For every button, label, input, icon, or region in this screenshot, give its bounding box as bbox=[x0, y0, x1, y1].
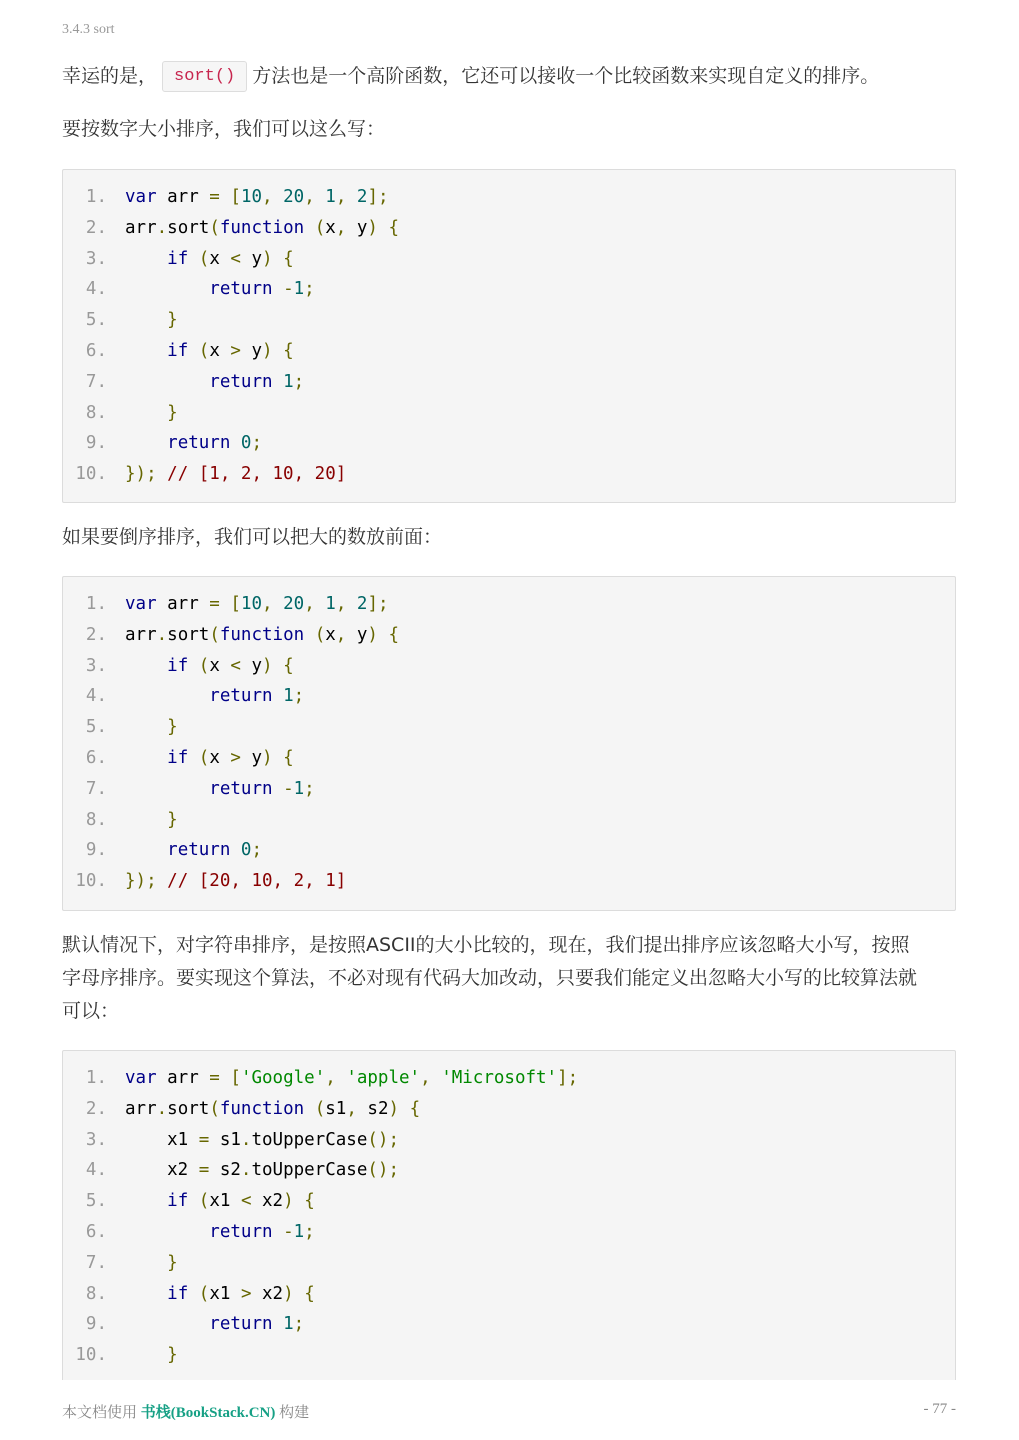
code-token: > bbox=[230, 341, 241, 361]
line-number: 3. bbox=[85, 248, 107, 269]
code-token: s2 bbox=[209, 1160, 241, 1181]
code-text bbox=[125, 620, 399, 651]
code-token bbox=[188, 656, 199, 676]
code-token bbox=[273, 1314, 284, 1334]
code-token: { bbox=[283, 248, 294, 269]
code-token bbox=[294, 1284, 305, 1304]
descending-sort-paragraph: 如果要倒序排序，我们可以把大的数放前面： bbox=[62, 526, 443, 548]
code-token: arr bbox=[125, 1098, 157, 1119]
code-token: , bbox=[346, 1098, 357, 1119]
code-token: { bbox=[283, 748, 294, 768]
code-token: } bbox=[167, 809, 178, 830]
code-token: ; bbox=[251, 840, 263, 861]
code-token: 20 bbox=[283, 187, 305, 207]
code-token: ) bbox=[283, 1191, 294, 1212]
code-token: ]; bbox=[367, 187, 389, 207]
code-token: arr bbox=[125, 217, 157, 238]
code-token bbox=[273, 341, 284, 361]
line-number: 2. bbox=[85, 217, 107, 238]
code-token: 0 bbox=[240, 840, 252, 861]
code-token: ( bbox=[314, 217, 326, 238]
code-token: ( bbox=[314, 1098, 326, 1119]
code-token: 1 bbox=[293, 1222, 305, 1242]
code-token: ; bbox=[304, 778, 315, 799]
code-token bbox=[125, 433, 167, 453]
code-token: { bbox=[409, 1098, 421, 1119]
code-text bbox=[125, 774, 315, 805]
code-token bbox=[273, 748, 284, 768]
paragraph-line: 可以： bbox=[62, 1000, 120, 1022]
code-token: , bbox=[335, 594, 347, 614]
code-token: ; bbox=[251, 433, 263, 454]
code-token bbox=[188, 1191, 199, 1211]
code-token: x bbox=[209, 248, 231, 269]
code-text bbox=[125, 244, 294, 275]
code-token: , bbox=[304, 594, 315, 614]
line-number: 5. bbox=[85, 1191, 107, 1212]
code-token: ) bbox=[262, 655, 273, 676]
code-token bbox=[220, 187, 231, 207]
page-number: - 77 - bbox=[923, 1401, 956, 1417]
code-token: > bbox=[240, 1283, 252, 1304]
code-token bbox=[431, 1068, 442, 1088]
line-number: 4. bbox=[85, 686, 107, 707]
code-token: if bbox=[167, 655, 189, 676]
code-token: return bbox=[209, 686, 273, 707]
code-token bbox=[220, 1068, 231, 1088]
code-token bbox=[125, 748, 167, 768]
code-token: , bbox=[335, 624, 347, 645]
code-token: 2 bbox=[356, 187, 368, 207]
line-number: 6. bbox=[85, 1222, 107, 1242]
code-token: arr bbox=[125, 624, 157, 645]
code-token: (); bbox=[367, 1129, 399, 1150]
code-text bbox=[125, 651, 294, 682]
code-token bbox=[157, 871, 168, 891]
code-token: { bbox=[304, 1283, 315, 1304]
code-token: > bbox=[230, 748, 241, 768]
code-token bbox=[125, 840, 167, 860]
code-token: ]; bbox=[557, 1068, 579, 1088]
code-token bbox=[315, 594, 326, 614]
code-token: return bbox=[209, 778, 273, 799]
line-number: 8. bbox=[85, 809, 107, 830]
inline-code-sort: sort() bbox=[162, 61, 247, 92]
code-token: if bbox=[167, 1283, 189, 1304]
code-text bbox=[125, 681, 304, 712]
code-token bbox=[336, 1068, 347, 1088]
footer-credit bbox=[62, 1401, 309, 1422]
paragraph-line: 默认情况下，对字符串排序，是按照ASCII的大小比较的，现在，我们提出排序应该忽略大小写，按照 bbox=[62, 934, 910, 956]
code-token: } bbox=[167, 310, 178, 331]
case-insensitive-paragraph bbox=[62, 929, 954, 1028]
code-token: sort bbox=[167, 1098, 210, 1119]
line-number: 9. bbox=[85, 1314, 107, 1335]
code-token: ; bbox=[304, 279, 315, 300]
code-token: } bbox=[167, 717, 178, 738]
line-number: 8. bbox=[85, 402, 107, 423]
code-token bbox=[125, 1222, 209, 1242]
code-token: function bbox=[219, 1098, 305, 1119]
code-text bbox=[125, 182, 389, 213]
code-token: { bbox=[388, 624, 400, 645]
code-token bbox=[157, 464, 168, 484]
code-token: , bbox=[304, 187, 315, 207]
line-number: 5. bbox=[85, 717, 107, 738]
code-token: x bbox=[209, 748, 231, 768]
code-token: ( bbox=[198, 248, 210, 269]
code-token: s1 bbox=[209, 1129, 241, 1150]
code-token: ( bbox=[198, 1283, 210, 1304]
code-token: sort bbox=[167, 624, 210, 645]
code-token: y bbox=[346, 217, 368, 238]
code-block-descending bbox=[62, 576, 956, 911]
code-token: } bbox=[167, 1345, 178, 1366]
line-number: 6. bbox=[85, 748, 107, 768]
code-token: ; bbox=[293, 686, 305, 707]
code-token bbox=[230, 840, 241, 860]
code-token bbox=[125, 686, 209, 706]
code-token: < bbox=[230, 248, 241, 269]
code-block-case-insensitive bbox=[62, 1050, 956, 1380]
code-token bbox=[273, 656, 284, 676]
code-token: 1 bbox=[293, 279, 305, 300]
code-token: . bbox=[156, 624, 168, 645]
code-text bbox=[125, 1094, 420, 1125]
code-text bbox=[125, 743, 294, 774]
code-token: ]; bbox=[367, 594, 389, 614]
code-token bbox=[188, 1284, 199, 1304]
code-token: ( bbox=[314, 624, 326, 645]
code-token: if bbox=[167, 1191, 189, 1212]
code-token: 1 bbox=[283, 371, 294, 392]
code-token: . bbox=[240, 1129, 252, 1150]
line-number: 9. bbox=[85, 433, 107, 454]
code-token bbox=[273, 594, 284, 614]
code-token bbox=[188, 341, 199, 361]
code-token: , bbox=[335, 217, 347, 238]
code-token: ; bbox=[293, 371, 305, 392]
code-token: ) bbox=[367, 217, 378, 238]
code-text bbox=[125, 1063, 578, 1094]
code-token bbox=[230, 433, 241, 453]
line-number: 7. bbox=[85, 371, 107, 392]
code-token: return bbox=[209, 1222, 273, 1242]
code-text bbox=[125, 1186, 315, 1217]
code-text bbox=[125, 305, 178, 336]
code-token: { bbox=[283, 341, 294, 361]
code-token: < bbox=[230, 655, 241, 676]
line-number: 2. bbox=[85, 1098, 107, 1119]
code-token: { bbox=[304, 1191, 315, 1212]
code-token: // [20, 10, 2, 1] bbox=[167, 871, 347, 892]
paragraph-line: 字母序排序。要实现这个算法，不必对现有代码大加改动，只要我们能定义出忽略大小写的比较算法就 bbox=[62, 967, 918, 989]
code-token: sort bbox=[167, 217, 210, 238]
code-token: arr bbox=[156, 1068, 210, 1088]
code-token: x1 bbox=[209, 1191, 241, 1212]
line-number: 3. bbox=[85, 1129, 107, 1150]
code-token: ( bbox=[209, 217, 220, 238]
code-token bbox=[125, 310, 167, 330]
code-text bbox=[125, 1248, 178, 1279]
code-token: - bbox=[283, 778, 294, 799]
code-text bbox=[125, 1340, 178, 1371]
line-number: 10. bbox=[75, 1345, 107, 1366]
code-token: , bbox=[420, 1068, 431, 1088]
code-token bbox=[294, 1191, 305, 1211]
code-token: x bbox=[325, 217, 336, 238]
code-token bbox=[125, 372, 209, 392]
code-token: - bbox=[283, 1222, 294, 1242]
code-token: 'apple' bbox=[346, 1068, 421, 1088]
code-token: ) bbox=[388, 1098, 400, 1119]
code-token bbox=[188, 249, 199, 269]
code-token: x1 bbox=[125, 1129, 199, 1150]
code-token: = bbox=[198, 1129, 210, 1150]
code-token: [ bbox=[230, 1068, 241, 1088]
line-number: 1. bbox=[85, 594, 107, 614]
intro-text-start: 幸运的是， bbox=[62, 65, 158, 87]
code-token bbox=[273, 279, 284, 299]
code-token: 1 bbox=[293, 778, 305, 799]
running-header: 3.4.3 sort bbox=[62, 22, 115, 37]
code-token: , bbox=[262, 187, 273, 207]
code-token: s2 bbox=[356, 1098, 389, 1119]
code-block-ascending bbox=[62, 169, 956, 503]
code-token: 1 bbox=[283, 686, 294, 707]
footer-suffix: 构建 bbox=[279, 1405, 310, 1421]
code-token bbox=[378, 218, 389, 238]
code-text bbox=[125, 866, 346, 897]
code-token: x2 bbox=[251, 1283, 284, 1304]
code-text bbox=[125, 1125, 399, 1156]
code-token: return bbox=[209, 279, 273, 300]
code-token: x1 bbox=[209, 1283, 241, 1304]
code-token: x bbox=[209, 341, 231, 361]
line-number: 5. bbox=[85, 310, 107, 331]
code-text bbox=[125, 712, 178, 743]
line-number: 1. bbox=[85, 187, 107, 207]
line-number: 4. bbox=[85, 1160, 107, 1181]
code-token: toUpperCase bbox=[251, 1160, 368, 1181]
code-token: 2 bbox=[356, 594, 368, 614]
line-number: 8. bbox=[85, 1283, 107, 1304]
code-token: y bbox=[240, 655, 263, 676]
code-token bbox=[273, 1222, 284, 1242]
line-number: 7. bbox=[85, 1252, 107, 1273]
code-token: 1 bbox=[325, 187, 336, 207]
line-number: 1. bbox=[85, 1068, 107, 1088]
line-number: 7. bbox=[85, 778, 107, 799]
code-token bbox=[273, 779, 284, 799]
code-token bbox=[315, 187, 326, 207]
code-token: 10 bbox=[240, 187, 263, 207]
code-token: return bbox=[167, 433, 231, 454]
line-number: 2. bbox=[85, 624, 107, 645]
code-token: ( bbox=[198, 748, 210, 768]
code-text bbox=[125, 835, 262, 866]
code-token: { bbox=[283, 655, 294, 676]
code-token bbox=[125, 779, 209, 799]
code-token: var bbox=[125, 1068, 157, 1088]
code-text bbox=[125, 398, 178, 429]
code-token: ) bbox=[262, 341, 273, 361]
code-token bbox=[220, 594, 231, 614]
code-token: = bbox=[209, 594, 220, 614]
ascending-sort-paragraph: 要按数字大小排序，我们可以这么写： bbox=[62, 118, 386, 140]
code-text bbox=[125, 274, 315, 305]
code-token: ) bbox=[262, 248, 273, 269]
code-token: - bbox=[283, 279, 294, 300]
code-token: . bbox=[156, 217, 168, 238]
code-text bbox=[125, 1155, 399, 1186]
code-token bbox=[125, 810, 167, 830]
code-token: 20 bbox=[283, 594, 305, 614]
code-token: x2 bbox=[251, 1191, 284, 1212]
code-token: { bbox=[388, 217, 400, 238]
code-token bbox=[125, 717, 167, 737]
code-token: if bbox=[167, 341, 189, 361]
code-token bbox=[304, 1099, 315, 1119]
line-number: 4. bbox=[85, 279, 107, 300]
code-token: s1 bbox=[325, 1098, 347, 1119]
code-token: var bbox=[125, 594, 157, 614]
code-token: return bbox=[209, 371, 273, 392]
code-token: ) bbox=[283, 1283, 294, 1304]
code-text bbox=[125, 1217, 315, 1248]
code-token: if bbox=[167, 748, 189, 768]
code-token bbox=[346, 187, 357, 207]
code-token: }); bbox=[125, 871, 157, 892]
line-number: 6. bbox=[85, 341, 107, 361]
code-token: } bbox=[167, 402, 178, 423]
code-token: ( bbox=[209, 1098, 220, 1119]
code-token bbox=[125, 341, 167, 361]
code-token: 'Google' bbox=[240, 1068, 326, 1088]
code-token: 0 bbox=[240, 433, 252, 454]
code-token: } bbox=[167, 1252, 178, 1273]
code-token bbox=[125, 656, 167, 676]
code-text bbox=[125, 213, 399, 244]
code-token: arr bbox=[156, 594, 210, 614]
code-token: x bbox=[209, 655, 231, 676]
code-token bbox=[125, 279, 209, 299]
code-token: 10 bbox=[240, 594, 263, 614]
code-token: = bbox=[198, 1160, 210, 1181]
line-number: 10. bbox=[75, 871, 107, 892]
code-token: 1 bbox=[283, 1314, 294, 1335]
code-text bbox=[125, 367, 304, 398]
code-token bbox=[188, 748, 199, 768]
code-token: function bbox=[219, 624, 305, 645]
code-token: = bbox=[209, 1068, 220, 1088]
code-token: ( bbox=[198, 1191, 210, 1212]
code-token: < bbox=[240, 1191, 252, 1212]
code-token: return bbox=[209, 1314, 273, 1335]
code-token: arr bbox=[156, 187, 210, 207]
code-text bbox=[125, 336, 294, 367]
code-token: 1 bbox=[325, 594, 336, 614]
code-text bbox=[125, 459, 346, 490]
code-token bbox=[399, 1099, 410, 1119]
code-token: y bbox=[240, 341, 263, 361]
code-token bbox=[378, 625, 389, 645]
code-text bbox=[125, 1309, 304, 1340]
code-token: , bbox=[335, 187, 347, 207]
code-token: }); bbox=[125, 464, 157, 485]
code-token: toUpperCase bbox=[251, 1129, 368, 1150]
code-token: ( bbox=[209, 624, 220, 645]
code-token bbox=[304, 218, 315, 238]
code-token: x bbox=[325, 624, 336, 645]
code-token bbox=[273, 372, 284, 392]
code-token: // [1, 2, 10, 20] bbox=[167, 464, 347, 485]
code-token: function bbox=[219, 217, 305, 238]
code-token: = bbox=[209, 187, 220, 207]
code-token: return bbox=[167, 840, 231, 861]
code-token bbox=[125, 1284, 167, 1304]
code-token bbox=[273, 249, 284, 269]
intro-paragraph bbox=[62, 60, 954, 93]
code-token: [ bbox=[230, 594, 241, 614]
code-token: x2 bbox=[125, 1160, 199, 1181]
code-token: ; bbox=[304, 1222, 315, 1242]
code-token bbox=[125, 403, 167, 423]
code-token: . bbox=[156, 1098, 168, 1119]
code-token: y bbox=[346, 624, 368, 645]
code-token bbox=[273, 686, 284, 706]
footer-prefix: 本文档使用 bbox=[62, 1405, 138, 1421]
code-token: [ bbox=[230, 187, 241, 207]
line-number: 3. bbox=[85, 655, 107, 676]
code-token bbox=[125, 1253, 167, 1273]
intro-text-end: 方法也是一个高阶函数，它还可以接收一个比较函数来实现自定义的排序。 bbox=[252, 65, 880, 87]
code-token: ; bbox=[293, 1314, 305, 1335]
line-number: 9. bbox=[85, 840, 107, 861]
code-token bbox=[125, 1191, 167, 1211]
code-token: ) bbox=[262, 748, 273, 768]
code-text bbox=[125, 589, 389, 620]
code-token bbox=[125, 249, 167, 269]
code-token: y bbox=[240, 248, 263, 269]
code-token: if bbox=[167, 248, 189, 269]
code-token: (); bbox=[367, 1160, 399, 1181]
code-token: var bbox=[125, 187, 157, 207]
code-token: , bbox=[262, 594, 273, 614]
code-token bbox=[304, 625, 315, 645]
code-token bbox=[273, 187, 284, 207]
code-token: y bbox=[240, 748, 263, 768]
code-token bbox=[125, 1345, 167, 1365]
code-token: 'Microsoft' bbox=[441, 1068, 558, 1088]
code-token: ( bbox=[198, 655, 210, 676]
code-token: ) bbox=[367, 624, 378, 645]
code-text bbox=[125, 805, 178, 836]
line-number: 10. bbox=[75, 464, 107, 485]
code-token bbox=[346, 594, 357, 614]
code-token: . bbox=[240, 1160, 252, 1181]
footer-brand-link[interactable]: 书栈(BookStack.CN) bbox=[140, 1405, 276, 1421]
code-text bbox=[125, 1279, 315, 1310]
code-token: ( bbox=[198, 341, 210, 361]
code-token bbox=[125, 1314, 209, 1334]
code-token: , bbox=[325, 1068, 336, 1088]
code-text bbox=[125, 428, 262, 459]
